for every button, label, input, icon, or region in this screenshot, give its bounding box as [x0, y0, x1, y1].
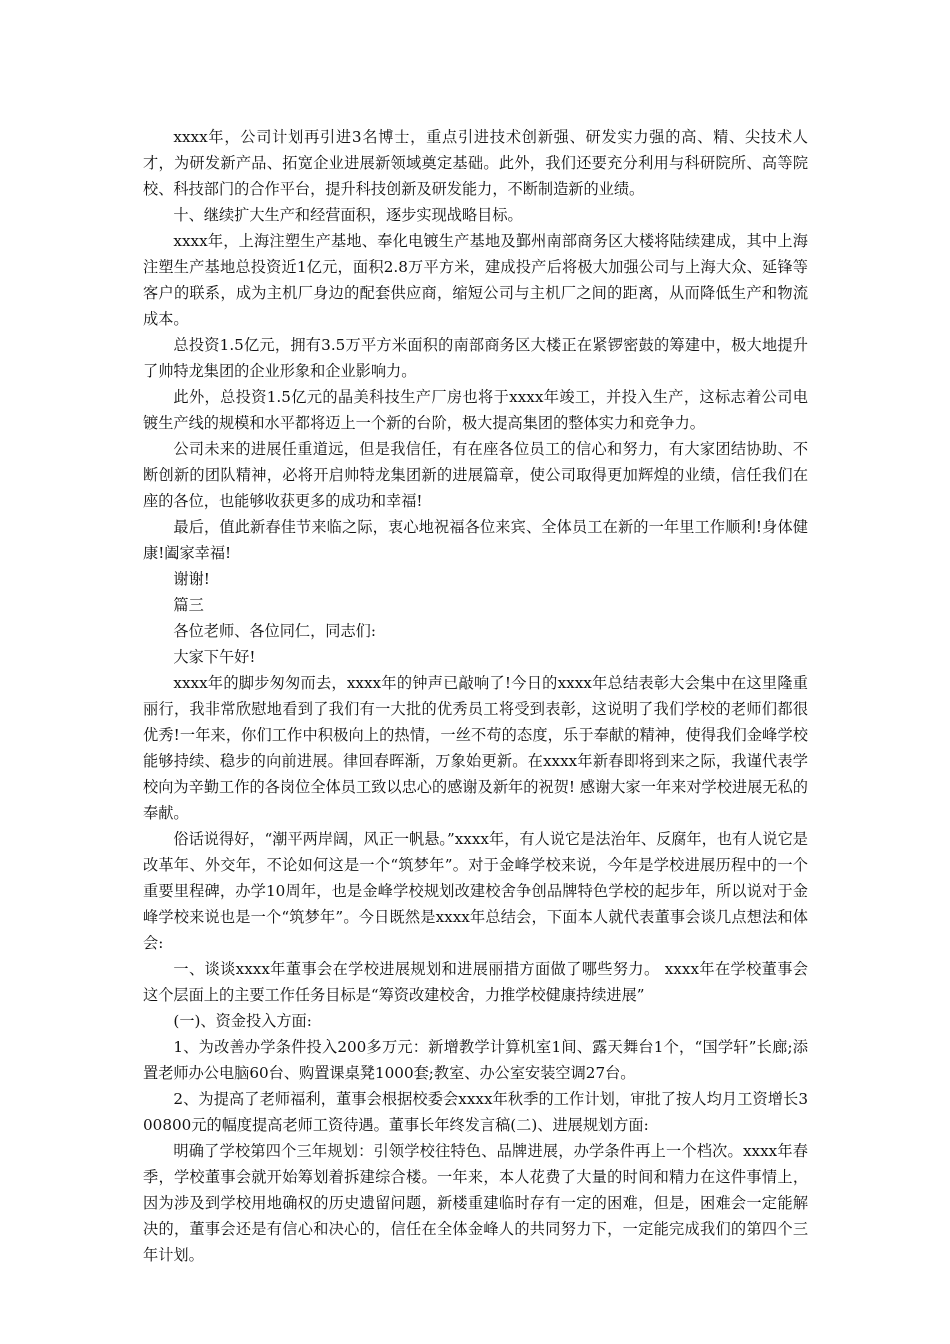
paragraph: 公司未来的进展任重道远，但是我信任，有在座各位员工的信心和努力，有大家团结协助、不断创新的团队精神，必将开启帅特龙集团新的进展篇章，使公司取得更加辉煌的业绩，信任我们在座的各位，也能够收获更多的成功和幸福! [143, 440, 808, 510]
subsection-heading: (一)、资金投入方面: [173, 1012, 312, 1030]
section-heading: 十、继续扩大生产和经营面积，逐步实现战略目标。 [173, 206, 523, 224]
paragraph: xxxx年，上海注塑生产基地、奉化电镀生产基地及鄞州南部商务区大楼将陆续建成，其中上海注塑生产基地总投资近1亿元，面积2.8万平方米，建成投产后将极大加强公司与上海大众、延锋等客户的联系，成为主机厂身边的配套供应商，缩短公司与主机厂之间的距离，从而降低生产和物流成本。 [143, 232, 808, 328]
greeting: 大家下午好! [173, 648, 256, 666]
paragraph: 最后，值此新春佳节来临之际，衷心地祝福各位来宾、全体员工在新的一年里工作顺利!身体健康!阖家幸福! [143, 518, 808, 562]
list-item: 2、为提高了老师福利，董事会根据校委会xxxx年秋季的工作计划，审批了按人均月工资增长300800元的幅度提高老师工资待遇。董事长年终发言稿(二)、进展规划方面: [143, 1090, 808, 1134]
list-item: 1、为改善办学条件投入200多万元：新增教学计算机室1间、露天舞台1个，“国学轩”长廊;添置老师办公电脑60台、购置课桌凳1000套;教室、办公室安装空调27台。 [143, 1038, 808, 1082]
document-body [143, 124, 808, 1268]
salutation: 各位老师、各位同仁，同志们: [173, 622, 376, 640]
paragraph: 明确了学校第四个三年规划：引领学校往特色、品牌进展，办学条件再上一个档次。xxxx年春季，学校董事会就开始筹划着拆建综合楼。一年来，本人花费了大量的时间和精力在这件事情上，因为涉及到学校用地确权的历史遗留问题，新楼重建临时存有一定的困难，但是，困难会一定能解决的，董事会还是有信心和决心的，信任在全体金峰人的共同努力下，一定能完成我们的第四个三年计划。 [143, 1142, 808, 1264]
paragraph: 俗话说得好，“潮平两岸阔，风正一帆悬。”xxxx年，有人说它是法治年、反腐年，也有人说它是改革年、外交年，不论如何这是一个“筑梦年”。对于金峰学校来说，今年是学校进展历程中的一个重要里程碑，办学10周年，也是金峰学校规划改建校舍争创品牌特色学校的起步年，所以说对于金峰学校来说也是一个“筑梦年”。今日既然是xxxx年总结会，下面本人就代表董事会谈几点想法和体会: [143, 830, 808, 952]
paragraph: xxxx年，公司计划再引进3名博士，重点引进技术创新强、研发实力强的高、精、尖技术人才，为研发新产品、拓宽企业进展新领域奠定基础。此外，我们还要充分利用与科研院所、高等院校、科技部门的合作平台，提升科技创新及研发能力，不断制造新的业绩。 [143, 128, 808, 198]
chapter-title: 篇三 [173, 596, 204, 614]
paragraph: 总投资1.5亿元，拥有3.5万平方米面积的南部商务区大楼正在紧锣密鼓的筹建中，极大地提升了帅特龙集团的企业形象和企业影响力。 [143, 336, 808, 380]
paragraph: xxxx年的脚步匆匆而去，xxxx年的钟声已敲响了!今日的xxxx年总结表彰大会集中在这里隆重丽行，我非常欣慰地看到了我们有一大批的优秀员工将受到表彰，这说明了我们学校的老师们都很优秀!一年来，你们工作中积极向上的热情，一丝不苟的态度，乐于奉献的精神，使得我们金峰学校能够持续、稳步的向前进展。律回春晖渐，万象始更新。在xxxx年新春即将到来之际，我谨代表学校向为辛勤工作的各岗位全体员工致以忠心的感谢及新年的祝贺! 感谢大家一年来对学校进展无私的奉献。 [143, 674, 808, 822]
closing-thanks: 谢谢! [173, 570, 210, 588]
paragraph: 此外，总投资1.5亿元的晶美科技生产厂房也将于xxxx年竣工，并投入生产，这标志着公司电镀生产线的规模和水平都将迈上一个新的台阶，极大提高集团的整体实力和竞争力。 [143, 388, 808, 432]
paragraph: 一、谈谈xxxx年董事会在学校进展规划和进展丽措方面做了哪些努力。 xxxx年在学校董事会这个层面上的主要工作任务目标是“筹资改建校舍，力推学校健康持续进展” [143, 960, 808, 1004]
